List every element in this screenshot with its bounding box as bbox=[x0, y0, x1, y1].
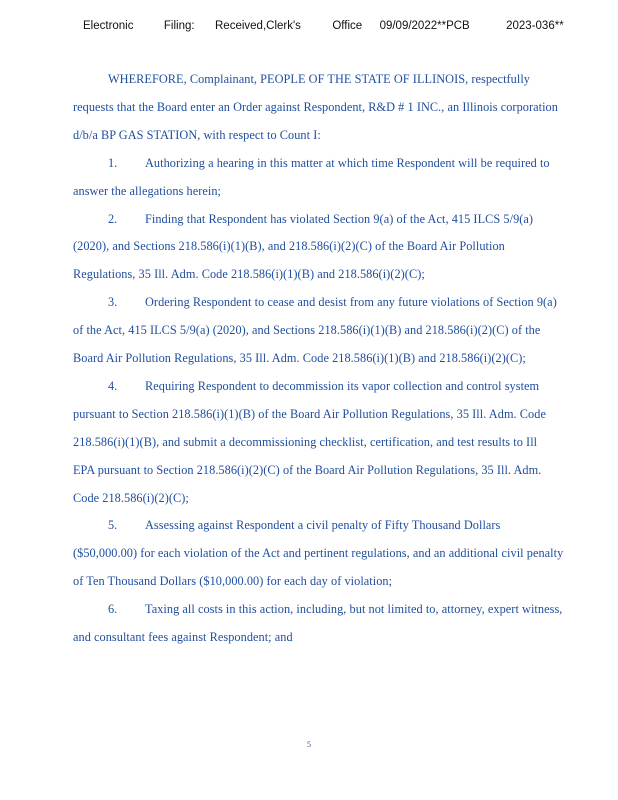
body-line: requests that the Board enter an Order against Respondent, R&D # 1 INC., an Illinois corporation bbox=[73, 100, 558, 114]
body-line: answer the allegations herein; bbox=[73, 184, 221, 198]
item-number: 5. bbox=[108, 518, 118, 532]
body-line: and consultant fees against Respondent; and bbox=[73, 630, 293, 644]
item-number: 3. bbox=[108, 295, 118, 309]
body-line: Requiring Respondent to decommission its vapor collection and control system bbox=[145, 379, 540, 393]
item-number: 2. bbox=[108, 212, 118, 226]
stamp-word: 09/09/2022**PCB bbox=[379, 20, 470, 32]
stamp-word: Office bbox=[332, 20, 363, 32]
body-line: of the Act, 415 ILCS 5/9(a) (2020), and Sections 218.586(i)(1)(B) and 218.586(i)(2)(C) of the bbox=[73, 323, 541, 337]
page-number: 5 bbox=[307, 740, 311, 749]
body-line: EPA pursuant to Section 218.586(i)(2)(C) of the Board Air Pollution Regulations, 35 Ill. Adm. bbox=[73, 463, 542, 477]
stamp-word: Received,Clerk's bbox=[215, 20, 301, 32]
body-line: Authorizing a hearing in this matter at which time Respondent will be required to bbox=[145, 156, 550, 170]
item-number: 1. bbox=[108, 156, 118, 170]
body-line: Ordering Respondent to cease and desist from any future violations of Section 9(a) bbox=[145, 295, 557, 309]
stamp-word: Electronic bbox=[83, 20, 134, 32]
body-line: pursuant to Section 218.586(i)(1)(B) of the Board Air Pollution Regulations, 35 Ill. Adm. Code bbox=[73, 407, 546, 421]
body-line: WHEREFORE, Complainant, PEOPLE OF THE STATE OF ILLINOIS, respectfully bbox=[108, 72, 531, 86]
efiling-stamp bbox=[83, 20, 564, 32]
stamp-word: 2023-036** bbox=[506, 20, 564, 32]
body-line: Finding that Respondent has violated Section 9(a) of the Act, 415 ILCS 5/9(a) bbox=[145, 212, 534, 226]
item-number: 6. bbox=[108, 602, 118, 616]
body-line: (2020), and Sections 218.586(i)(1)(B), and 218.586(i)(2)(C) of the Board Air Pollution bbox=[73, 239, 505, 253]
body-line: ($50,000.00) for each violation of the Act and pertinent regulations, and an additional civil penalty bbox=[73, 546, 564, 560]
body-line: Board Air Pollution Regulations, 35 Ill. Adm. Code 218.586(i)(1)(B) and 218.586(i)(2)(C); bbox=[73, 351, 526, 365]
body-line: Code 218.586(i)(2)(C); bbox=[73, 491, 189, 505]
body-line: Regulations, 35 Ill. Adm. Code 218.586(i)(1)(B) and 218.586(i)(2)(C); bbox=[73, 267, 425, 281]
body-line: d/b/a BP GAS STATION, with respect to Count I: bbox=[73, 128, 321, 142]
body-line: Taxing all costs in this action, including, but not limited to, attorney, expert witness, bbox=[145, 602, 563, 616]
body-line: 218.586(i)(1)(B), and submit a decommissioning checklist, certification, and test results to Ill bbox=[73, 435, 538, 449]
item-number: 4. bbox=[108, 379, 118, 393]
body-line: of Ten Thousand Dollars ($10,000.00) for each day of violation; bbox=[73, 574, 393, 588]
body-line: Assessing against Respondent a civil penalty of Fifty Thousand Dollars bbox=[145, 518, 501, 532]
stamp-word: Filing: bbox=[163, 20, 195, 32]
